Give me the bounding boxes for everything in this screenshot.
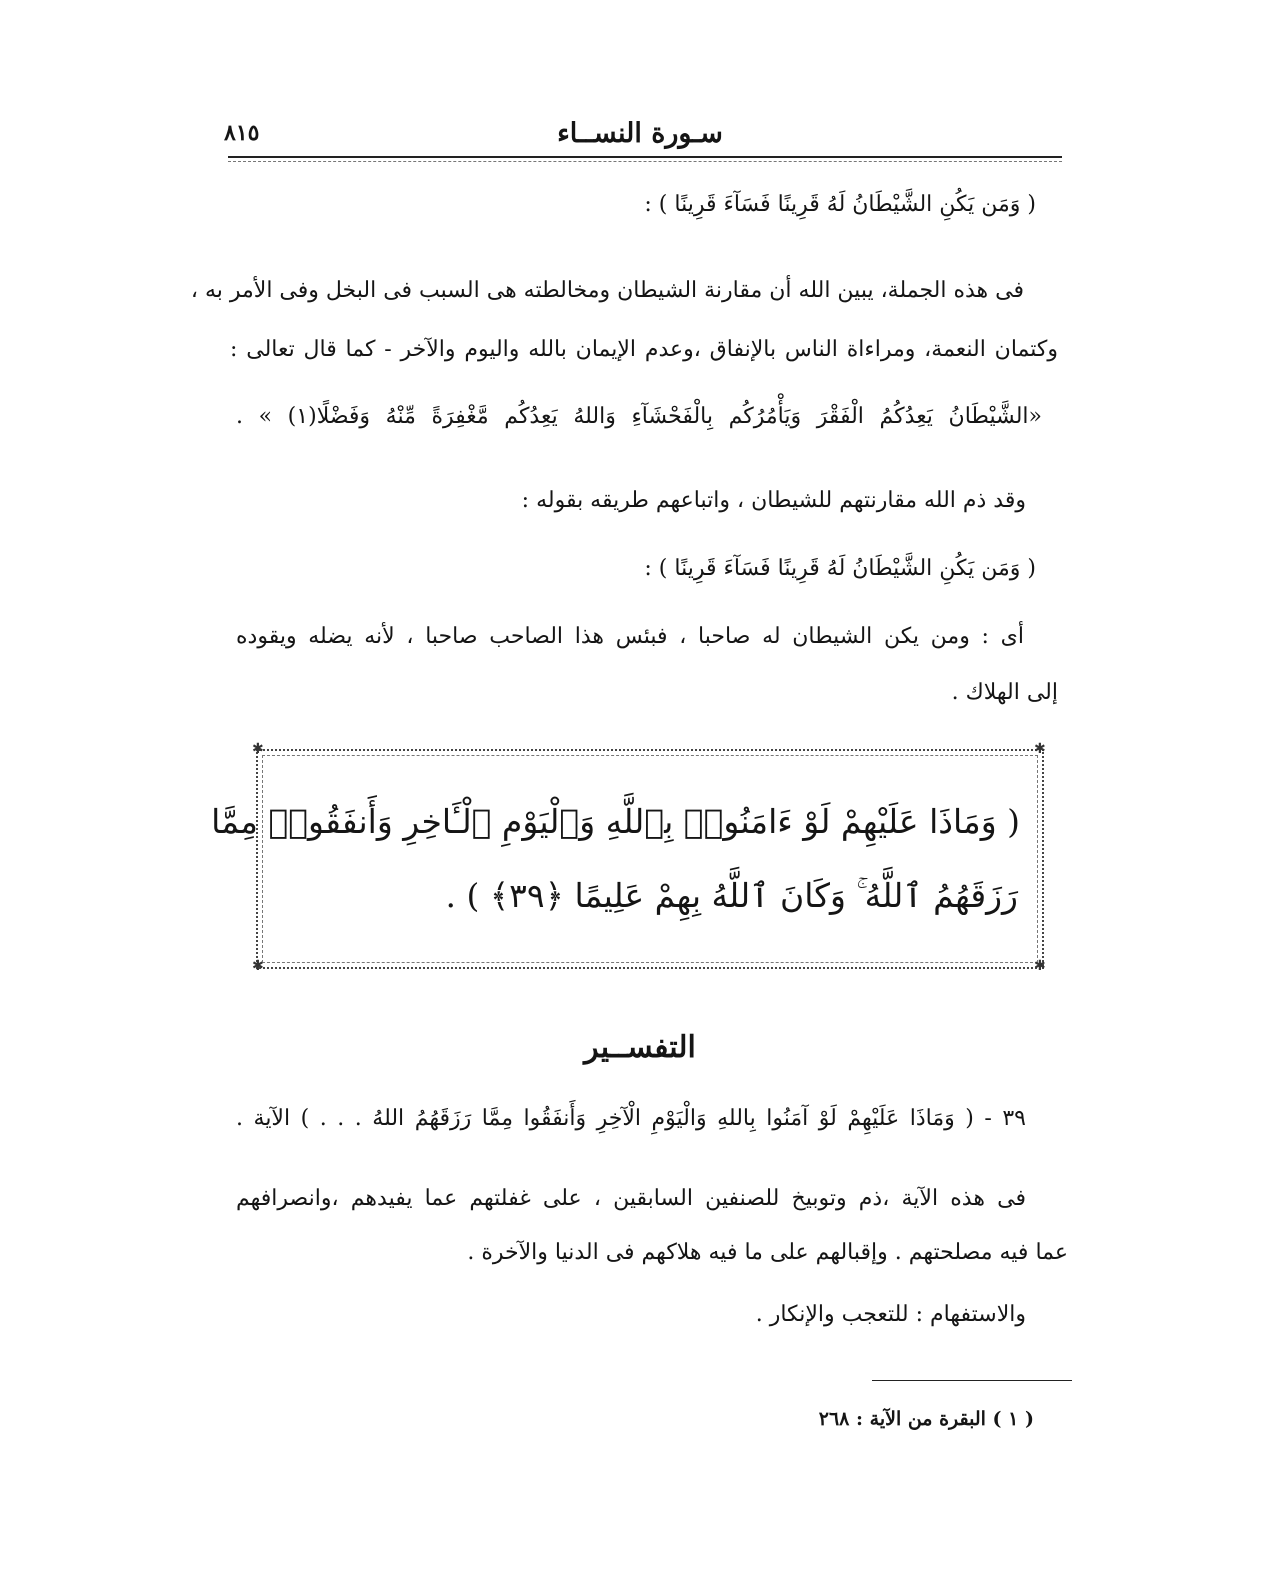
verse-frame-inner bbox=[211, 755, 1038, 963]
footnote-rule bbox=[872, 1380, 1072, 1381]
paragraph-2: وقد ذم الله مقارنتهم للشيطان ، واتباعهم طريقه بقوله : bbox=[521, 488, 1026, 513]
frame-corner-ornament: ✱ bbox=[252, 741, 264, 757]
header-rule-dashed bbox=[228, 161, 1062, 162]
paragraph-3-line-1: أى : ومن يكن الشيطان له صاحبا ، فبئس هذا الصاحب صاحبا ، لأنه يضله ويقوده bbox=[236, 624, 1024, 649]
header-rule bbox=[228, 156, 1062, 158]
paragraph-3-line-2: إلى الهلاك . bbox=[951, 680, 1058, 705]
verse-reference: ٣٩ - ( وَمَاذَا عَلَيْهِمْ لَوْ آمَنُوا بِاللهِ وَالْيَوْمِ الْآخِرِ وَأَنفَقُوا مِمَّا رَزَقَهُمُ اللهُ . . . ) الآية . bbox=[236, 1106, 1026, 1131]
footnote: ( ١ ) البقرة من الآية : ٢٦٨ bbox=[818, 1408, 1034, 1430]
quote-2: «الشَّيْطَانُ يَعِدُكُمُ الْفَقْرَ وَيَأْمُرُكُم بِالْفَحْشَآءِ وَاللهُ يَعِدُكُم مَّغْفِرَةً مِّنْهُ وَفَضْلًا(١) » . bbox=[236, 404, 1042, 429]
frame-corner-ornament: ✱ bbox=[1034, 958, 1046, 974]
paragraph-1-line-2: وكتمان النعمة، ومراءاة الناس بالإنفاق ،وعدم الإيمان بالله واليوم والآخر - كما قال تعالى : bbox=[230, 337, 1058, 362]
paragraph-4-line-1: فى هذه الآية ،ذم وتوبيخ للصنفين السابقين ، على غفلتهم عما يفيدهم ،وانصرافهم bbox=[236, 1186, 1026, 1211]
running-header-title: سـورة النســاء bbox=[557, 118, 723, 149]
frame-corner-ornament: ✱ bbox=[1034, 741, 1046, 757]
verse-box-line-1: ( وَمَاذَا عَلَيْهِمْ لَوْ ءَامَنُوا۟ بِٱللَّهِ وَٱلْيَوْمِ ٱلْـَٔاخِرِ وَأَنفَقُوا۟ مِمَّا bbox=[211, 802, 1020, 841]
section-heading: التفســير bbox=[584, 1030, 696, 1065]
verse-quote-3: ( وَمَن يَكُنِ الشَّيْطَانُ لَهُ قَرِينًا فَسَآءَ قَرِينًا ) : bbox=[644, 556, 1036, 581]
page-number: ٨١٥ bbox=[224, 120, 260, 146]
verse-box-line-2: رَزَقَهُمُ ٱللَّهُ ۚ وَكَانَ ٱللَّهُ بِهِمْ عَلِيمًا ﴿٣٩﴾ ) . bbox=[445, 876, 1018, 915]
frame-corner-ornament: ✱ bbox=[252, 958, 264, 974]
paragraph-1-line-1: فى هذه الجملة، يبين الله أن مقارنة الشيطان ومخالطته هى السبب فى البخل وفى الأمر به ، bbox=[190, 278, 1024, 303]
verse-quote-1: ( وَمَن يَكُنِ الشَّيْطَانُ لَهُ قَرِينًا فَسَآءَ قَرِينًا ) : bbox=[644, 192, 1036, 217]
paragraph-4-line-2: عما فيه مصلحتهم . وإقبالهم على ما فيه هلاكهم فى الدنيا والآخرة . bbox=[467, 1240, 1068, 1265]
paragraph-5: والاستفهام : للتعجب والإنكار . bbox=[755, 1302, 1026, 1327]
